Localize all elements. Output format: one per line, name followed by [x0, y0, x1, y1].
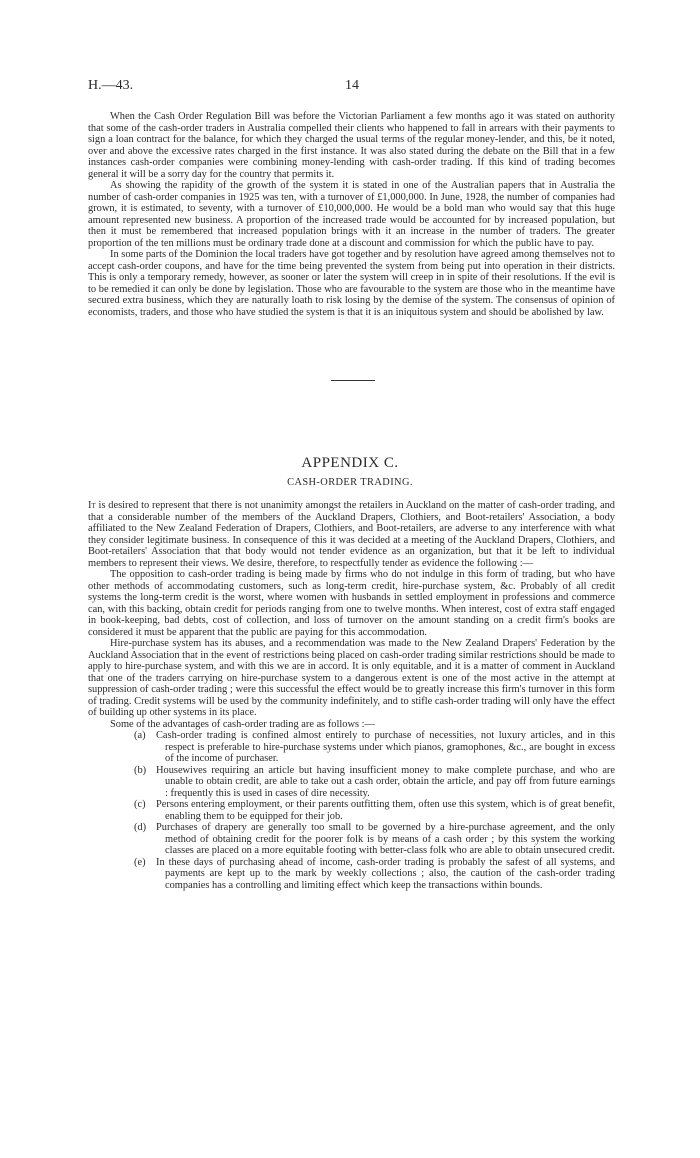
list-item	[88, 799, 615, 822]
appendix-subtitle: CASH-ORDER TRADING.	[287, 477, 413, 488]
paragraph: In some parts of the Dominion the local traders have got together and by resolution have agreed among themselves not to accept cash-order coupons, and have for the time being prevented the system from being put into operation in their districts. This is only a temporary remedy, however, as sooner or later the system will creep in in spite of their resolutions. If the evil is to be remedied it can only be done by legislation. Those who are favourable to the system are those who in the meantime have secured extra business, which they are naturally loath to risk losing by the demise of the system. The consensus of opinion of economists, traders, and those who have studied the system is that it is an iniquitous system and should be abolished by law.	[88, 249, 615, 318]
page-header	[88, 78, 615, 98]
appendix-title: APPENDIX C.	[301, 455, 399, 471]
page-number: 14	[345, 78, 359, 93]
list-item-text: Persons entering employment, or their parents outfitting them, often use this system, which is of great benefit, enabling them to be equipped for their job.	[156, 799, 615, 822]
list-item	[88, 765, 615, 800]
intro-text: is desired to represent that there is not unanimity amongst the retailers in Auckland on the matter of cash-order trading, and that a considerable number of the members of the Auckland Drapers, Clothiers, and Boot-retailers' Association, a body affiliated to the New Zealand Federation of Drapers, Clothiers, and Boot-retailers, are adverse to any interference with what they consider legitimate business. In consequence of this it was decided at a meeting of the Auckland Drapers, Clothiers, and Boot-retailers' Association that that body would not tender evidence as an organization, but that it be left to individual members to represent their views. We desire, therefore, to respectfully tender as evidence the following :—	[88, 500, 615, 569]
appendix-intro-paragraph	[88, 500, 615, 569]
paragraph: When the Cash Order Regulation Bill was before the Victorian Parliament a few months ago it was stated on authority that some of the cash-order traders in Australia compelled their clients who happened to fall in arrears with their payments to sign a loan contract for the balance, for which they charged the usual terms of the regular money-lender, and this, be it noted, over and above the excessive rates charged in the first instance. It was also stated during the debate on the Bill that in a few instances cash-order companies were combining money-lending with cash-order trading. If this kind of trading becomes general it will be a sorry day for the country that permits it.	[88, 111, 615, 180]
list-marker: (a)	[134, 730, 146, 741]
appendix-body	[88, 500, 615, 891]
advantages-list	[88, 730, 615, 891]
list-marker: (e)	[134, 856, 146, 868]
list-item-text: In these days of purchasing ahead of income, cash-order trading is probably the safest of all systems, and payments are kept up to the mark by weekly collections ; also, the caution of the cash-order trading companies has a controlling and limiting effect which keep the transactions within bounds.	[156, 856, 615, 891]
document-id: H.—43.	[88, 78, 134, 93]
paragraph: The opposition to cash-order trading is being made by firms who do not indulge in this form of trading, but who have other methods of accommodating customers, such as long-term credit, hire-purchase system, &c. Probably of all credit systems the long-term credit is the worst, where women with husbands in settled employment in professions and commerce can, with this backing, obtain credit for periods ranging from one to twelve months. When interest, cost of extra staff engaged in book-keeping, bad debts, cost of collection, and loss of turnover on the amount standing on a credit firm's books are considered it must be apparent that the public are paying for this accommodation.	[88, 569, 615, 638]
paragraph: As showing the rapidity of the growth of the system it is stated in one of the Australian papers that in Australia the number of cash-order companies in 1925 was ten, with a turnover of £1,000,000. In June, 1928, the number of companies had grown, it is estimated, to seventy, with a turnover of £10,000,000. He would be a bold man who would say that this huge amount represented new business. A proportion of the increased trade would be accounted for by increased population, but then it must be remembered that increased population brings with it an increase in the number of traders. The greater proportion of the ten millions must be ordinary trade done at a discount and commission for which the public have to pay.	[88, 180, 615, 249]
list-marker: (c)	[134, 799, 146, 810]
list-item	[88, 857, 615, 892]
list-marker: (d)	[134, 822, 147, 833]
section-divider	[331, 380, 375, 381]
first-word: It	[88, 500, 96, 511]
list-item	[88, 822, 615, 857]
paragraph: Some of the advantages of cash-order trading are as follows :—	[110, 718, 375, 730]
list-item-text: Cash-order trading is confined almost entirely to purchase of necessities, not luxury articles, and in this respect is preferable to hire-purchase systems under which pianos, gramophones, &c., are bought in excess of the income of purchaser.	[156, 730, 615, 764]
list-item-text: Purchases of drapery are generally too small to be governed by a hire-purchase agreement, and the only method of obtaining credit for the poorer folk is by means of a cash order ; by this system the working classes are placed on a more equitable footing with better-class folk who are able to obtain unsecured credit.	[156, 822, 615, 856]
list-item	[88, 730, 615, 765]
list-marker: (b)	[134, 764, 147, 776]
list-item-text: Housewives requiring an article but having insufficient money to make complete purchase, and who are unable to obtain credit, are able to take out a cash order, obtain the article, and pay off from future earnings : frequently this is used in cases of dire necessity.	[156, 764, 615, 799]
paragraph: Hire-purchase system has its abuses, and a recommendation was made to the New Zealand Drapers' Federation by the Auckland Association that in the event of restrictions being placed on cash-order trading similar restrictions should be made to apply to hire-purchase system, and with this we are in accord. It is only equitable, and it is a matter of comment in Auckland that one of the traders carrying on hire-purchase system to a dangerous extent is one of the most active in the attempt at suppression of cash-order trading ; were this successful the effect would be to greatly increase this firm's turnover in this form of trading. Credit systems will be used by the community indefinitely, and to stifle cash-order trading will only have the effect of building up other systems in its place.	[88, 638, 615, 718]
top-section	[88, 111, 615, 318]
